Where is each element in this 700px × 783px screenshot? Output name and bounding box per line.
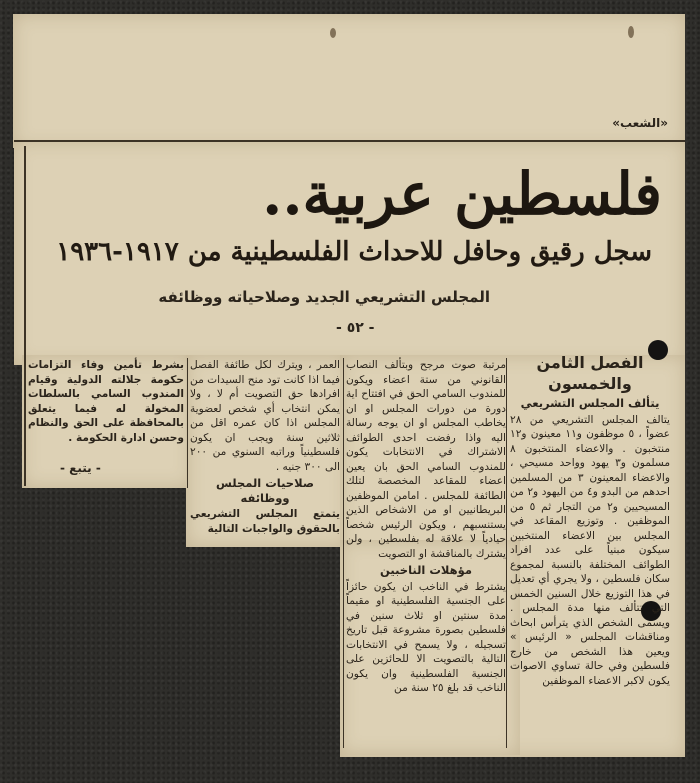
column-text: يتالف المجلس التشريعي من ٢٨ عضواً ، ٥ موظفون و١١ معينون و١٢ منتخبون . والاعضاء المنتخبون ٨ مسلمون و٣ يهود وواحد مسيحي ، والاعضاء المعينون ٣ من المسلمين احدهم من البدو و٤ من اليهود و٢ من المسيحيين و٢ من التجار ثم ٥ من الموظفين . وتوزيع المقاعد في المجلس بين الاعضاء المنتخبين سيكون مبنياً على عدد افراد الطوائف المختلفة بالنسبة لمجموع سكان فلسطين ، ولا يجري أي تعديل في هذا التوزيع خلال السنين الخمس التي تتألف منها مدة المجلس . ويسمى الشخص الذي يترأس ابحاث ومناقشات المجلس « الرئيس » ويعين هذا الشخص من خارج فلسطين وفي حالة تساوي الاصوات يكون لاكبر الاعضاء الموظفين (510, 413, 670, 687)
column-text: يشترط في الناخب ان يكون حائزاً على الجنسية الفلسطينية او مقيماً مدة سنتين او ثلاث سنين في فلسطين بصورة مشروعة قبل تاريخ تسجيله ، ولا يسمح في الانتخابات التالية بالتصويت الا للحائزين على الجنسية الفلسطينية وان يكون الناخب قد بلغ ٢٥ سنة من (346, 580, 506, 694)
column-divider (506, 358, 507, 748)
headline: فلسطين عربية.. (262, 160, 662, 228)
article-column-4 (28, 358, 184, 445)
column-text: يتمتع المجلس التشريعي بالحقوق والواجبات التالية (190, 508, 340, 535)
column-text: مرتبة صوت مرجح وبتألف النصاب القانوني من ستة اعضاء ويكون للمندوب السامي الحق في افتتاح اية دورة من دورات المجلس او ان يخاطب المجلس او ان يوجه رسالة اليه واذا رفضت احدى الطوائف الاشتراك في الانتخابات يكون للمندوب السامي الحق بان يعين اعضاء للمقاعد المخصصة لتلك الطائفة للمجلس . امامن الموظفين البريطانيين او من الاشخاص الذين يستنسبهم ، ويكون الرئيس شخصاً حيادياً لا علاقة له بفلسطين ، ولن يشترك بالمناقشة او التصويت (346, 359, 506, 560)
clipping-top (13, 14, 685, 148)
section-heading: صلاحيات المجلس ووظائفه (216, 476, 314, 505)
part-number: - ٥٢ - (336, 320, 375, 336)
article-column-3 (190, 358, 340, 536)
section-heading: مؤهلات الناخبين (380, 563, 472, 577)
chapter-heading: الفصل الثامن والخمسون (536, 353, 644, 393)
ink-speck (330, 28, 336, 38)
masthead: «الشعب» (612, 116, 668, 130)
top-rule (14, 140, 685, 142)
column-text: بشرط تأمين وفاء التزامات حكومة جلالته الدولية وقيام المندوب السامي بالسلطات المخولة له فيما يتعلق بالمحافظة على الحق والنظام وحسن ادارة الحكومة . (28, 359, 184, 444)
article-column-2 (346, 358, 506, 696)
column-divider (187, 358, 188, 488)
column-text: العمر ، ويترك لكل طائفة الفصل فيما اذا كانت تود منح السيدات من افرادها حق التصويت أم لا ، ولا يمكن انتخاب أي شخص لعضوية المجلس اذا كان عمره اقل من ثلاثين سنة ويجب ان يكون فلسطينياً وراتبه السنوي من ٢٠٠ الى ٣٠٠ جنيه . (190, 359, 340, 473)
subhead: سجل رقيق وحافل للاحداث الفلسطينية من ١٩١٧-١٩٣٦ (56, 237, 652, 267)
section-heading: يتألف المجلس التشريعي (520, 396, 660, 410)
column-divider (343, 358, 344, 748)
article-column-1 (510, 352, 670, 688)
ink-speck (628, 26, 634, 38)
left-rule (24, 146, 26, 486)
deck: المجلس التشريعي الجديد وصلاحياته ووظائفه (158, 288, 490, 306)
to-be-continued: - يتبع - (60, 461, 101, 475)
